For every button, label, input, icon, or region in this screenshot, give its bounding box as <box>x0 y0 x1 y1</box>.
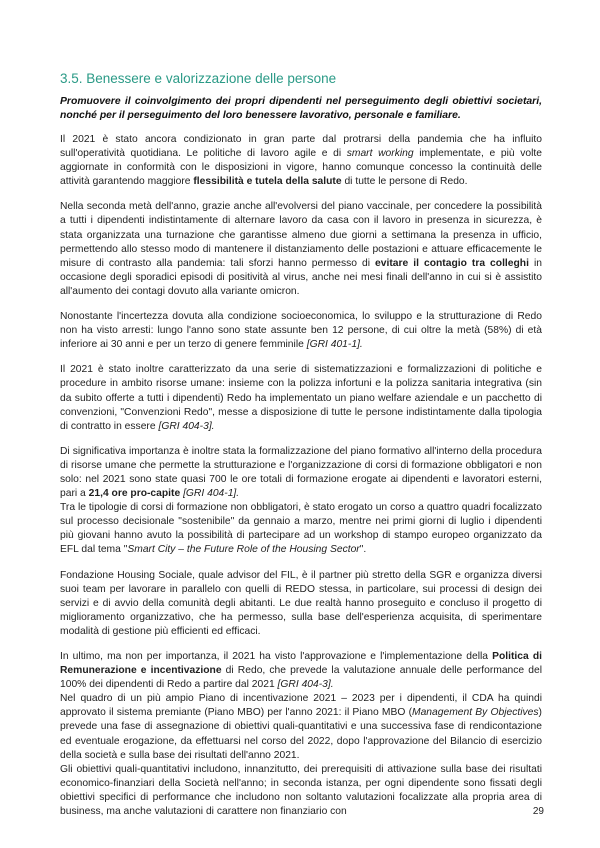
paragraph-1-italic-term: smart working <box>346 148 414 160</box>
paragraph-1-bold-term: flessibilità e tutela della salute <box>193 176 342 188</box>
section-title: 3.5. Benessere e valorizzazione delle persone <box>60 71 337 86</box>
paragraph-5 <box>60 445 542 501</box>
paragraph-2-text-a: Nella seconda metà dell'anno, grazie anche all'evolversi del piano vaccinale, per concedere la possibilità a tutti i dipendenti indistintamente di alternare lavoro da casa con il lavoro in presenza in sicurezza, è stata organizzata una turnazione che garantisse almeno due giorni a settimana la presenza in ufficio, permettendo allo stesso modo di mantenere il distanziamento delle postazioni e attuare efficacemente le misure di contrasto alla pandemia: tali sforzi hanno permesso di <box>60 201 542 269</box>
paragraph-7-text-a: Fondazione Housing Sociale, quale advisor del FIL, è il partner più stretto della SGR e organizza diversi suoi team per lavorare in parallelo con quelli di REDO stessa, in particolare, sui processi di design dei servizi e di avvio della comunità degli abitanti. Le due realtà hanno proseguito e concluso il progetto di miglioramento organizzativo, che ha permesso, sulla base dell'esperienza acquisita, di sperimentare modalità di gestione più efficienti ed efficaci. <box>60 569 542 637</box>
paragraph-3 <box>60 310 542 352</box>
paragraph-3-gri-reference: [GRI 401-1]. <box>306 339 363 351</box>
paragraph-1 <box>60 133 542 189</box>
paragraph-7 <box>60 569 542 639</box>
section-lead: Promuovere il coinvolgimento dei propri dipendenti nel perseguimento degli obiettivi societari, nonché per il perseguimento del loro benessere lavorativo, personale e familiare. <box>60 96 542 121</box>
paragraph-6-text-c: ". <box>359 544 367 556</box>
paragraph-9-italic-term: Management By Objectives <box>412 707 539 719</box>
paragraph-3-text-a: Nonostante l'incertezza dovuta alla condizione socioeconomica, lo sviluppo e la strutturazione di Redo non ha visto arresti: lungo l'anno sono state assunte ben 12 persone, di cui oltre la metà (58%) di età inferiore ai 30 anni e per un terzo di genere femminile <box>60 311 542 351</box>
paragraph-6-text-a: Tra le tipologie di corsi di formazione non obbligatori, è stato erogato un corso a quattro quadri focalizzato sul processo decisionale "sostenibile" da gennaio a marzo, mentre nei primi giorni di luglio i dipendenti più giovani hanno avuto la possibilità di partecipare ad un workshop di stampo europeo organizzato da EFL dal tema " <box>60 502 542 556</box>
paragraph-1-text-a: Il 2021 è stato ancora condizionato in gran parte dal protrarsi della pandemia che ha influito sull'operatività quotidiana. Le politiche di lavoro agile e di <box>60 134 542 160</box>
paragraph-8-text-c: di Redo, che prevede la valutazione annuale delle performance del 100% dei dipendenti di Redo a partire dal 2021 <box>60 665 543 691</box>
paragraph-8-bold-term: Politica di Remunerazione e incentivazione <box>60 651 542 677</box>
paragraph-10 <box>60 763 542 819</box>
paragraph-6-italic-title: Smart City – the Future Role of the Housing Sector <box>127 544 360 556</box>
paragraph-2-text-c: in occasione degli sporadici episodi di positività al virus, anche nei mesi finali dell'anno in cui si è assistito all'aumento dei contagi dovuto alla variante omicron. <box>60 257 542 297</box>
paragraph-8-text-a: In ultimo, ma non per importanza, il 2021 ha visto l'approvazione e l'implementazione della <box>60 651 493 662</box>
page-number: 29 <box>532 806 544 817</box>
paragraph-9-text-a: Nel quadro di un più ampio Piano di incentivazione 2021 – 2023 per i dipendenti, il CDA ha quindi approvato il sistema premiante (Piano MBO) per l'anno 2021: il Piano MBO ( <box>60 693 542 719</box>
paragraph-8 <box>60 650 542 692</box>
paragraph-8-gri-reference: [GRI 404-3]. <box>277 679 334 691</box>
paragraph-5-text-a: Di significativa importanza è inoltre stata la formalizzazione del piano formativo all'interno della procedura di risorse umane che permette la strutturazione e l'organizzazione di corsi di formazione obbligatori e non solo: nel 2021 sono state quasi 700 le ore totali di formazione erogate ai dipendenti e lavoratori esterni, pari a <box>60 445 542 500</box>
paragraph-5-bold-term: 21,4 ore pro-capite <box>88 488 181 500</box>
paragraph-6 <box>60 501 542 557</box>
paragraph-1-text-e: di tutte le persone di Redo. <box>341 176 468 188</box>
paragraph-9-text-c: ) prevede una fase di assegnazione di obiettivi quali-quantitativi e una successiva fase di rendicontazione ed eventuale erogazione, da effettuarsi nel corso del 2022, dopo l'approvazione del Bilancio di esercizio della società e sulla base dei risultati dell'anno 2021. <box>60 707 542 761</box>
paragraph-4-gri-reference: [GRI 404-3]. <box>158 420 215 432</box>
paragraph-2 <box>60 200 542 299</box>
paragraph-4-text-a: Il 2021 è stato inoltre caratterizzato da una serie di sistematizzazioni e formalizzazioni di politiche e procedure in ambito risorse umane: insieme con la polizza infortuni e la polizza sanitaria integrativa (sin da subito offerte a tutti i dipendenti) Redo ha implementato un piano welfare aziendale e un pacchetto di convenzioni, "Convenzioni Redo", messe a disposizione di tutte le persone indistintamente dalla tipologia di contratto in essere <box>60 364 542 432</box>
paragraph-1-text-c: implementate, e più volte aggiornate in conformità con le disposizioni in vigore, hanno comunque concesso la continuità delle attività garantendo maggiore <box>60 148 542 188</box>
paragraph-10-text-a: Gli obiettivi quali-quantitativi includono, innanzitutto, dei prerequisiti di attivazione sulla base dei risultati economico-finanziari della Società nell'anno; in seconda istanza, per ogni dipendente sono fissati degli obiettivi specifici di performance che includono non soltanto valutazioni focalizzate alla propria area di business, ma anche valutazioni di carattere non finanziario con <box>60 763 542 818</box>
paragraph-9 <box>60 692 542 762</box>
paragraph-4 <box>60 363 542 433</box>
paragraph-2-bold-term: evitare il contagio tra colleghi <box>375 257 529 269</box>
paragraph-5-gri-reference: [GRI 404-1]. <box>183 488 240 500</box>
